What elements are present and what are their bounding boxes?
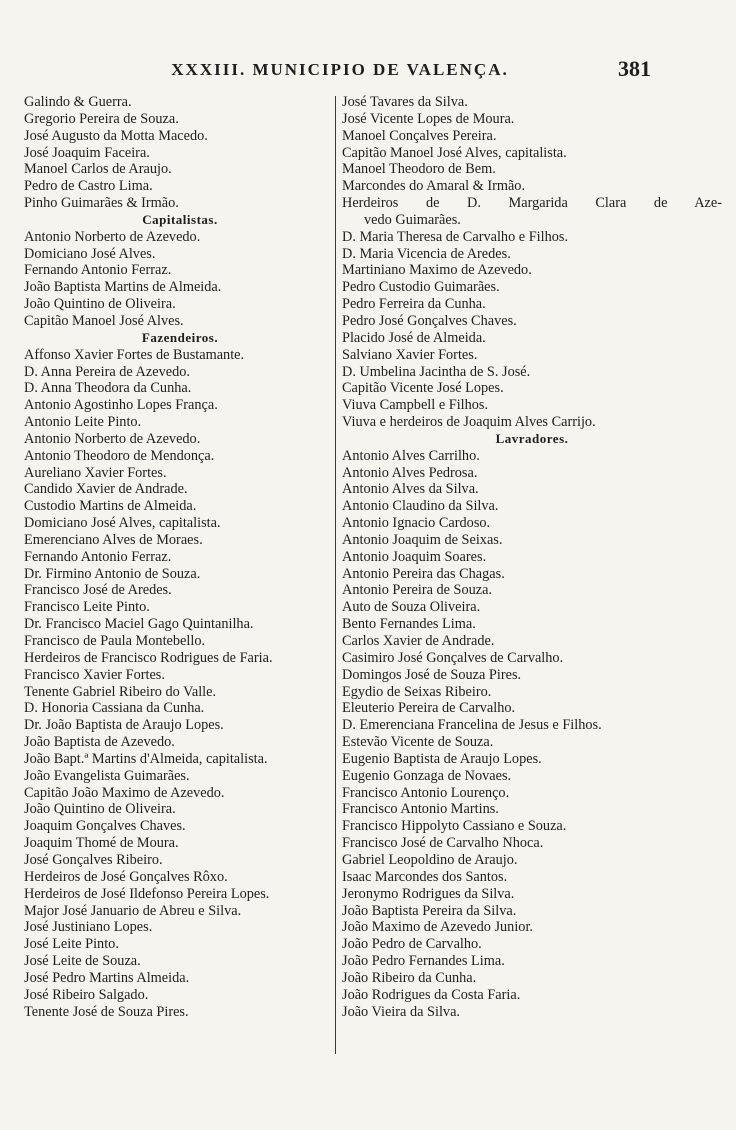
list-item: Capitão Vicente José Lopes. [342,380,504,397]
list-item: Pedro Custodio Guimarães. [342,279,500,296]
list-item: Estevão Vicente de Souza. [342,734,494,751]
list-item: João Evangelista Guimarães. [24,767,190,784]
list-item: Manoel Carlos de Araujo. [24,161,172,178]
list-item: Capitão Manoel José Alves. [24,312,184,329]
list-item: Salviano Xavier Fortes. [342,346,478,363]
right-top-list [342,94,722,431]
list-item: Joaquim Thomé de Moura. [24,835,179,852]
left-top-list [24,94,336,212]
list-item: Tenente José de Souza Pires. [24,1003,189,1020]
list-item: Casimiro José Gonçalves de Carvalho. [342,649,564,666]
list-item: Carlos Xavier de Andrade. [342,633,495,649]
list-item: João Ribeiro da Cunha. [342,969,477,986]
list-item: Herdeiros de José Gonçalves Rôxo. [24,868,228,885]
list-item: Major José Januario de Abreu e Silva. [24,902,242,919]
list-item: Pedro Ferreira da Cunha. [342,296,486,313]
list-item: Eugenio Gonzaga de Novaes. [342,767,512,784]
list-item: D. Maria Vicencia de Aredes. [342,245,511,262]
list-item: Francisco Antonio Martins. [342,801,499,818]
list-item: Domiciano José Alves, capitalista. [24,515,221,532]
list-item: Antonio Joaquim de Seixas. [342,531,503,548]
list-item: Antonio Theodoro de Mendonça. [24,447,215,464]
list-item: Herdeiros de José Ildefonso Pereira Lopes. [24,885,270,902]
list-item: Domingos José de Souza Pires. [342,666,522,683]
list-item: Francisco Antonio Lourenço. [342,784,510,801]
list-item: João Baptista Martins de Almeida. [24,279,222,296]
list-item: Gabriel Leopoldino de Araujo. [342,851,518,868]
list-item: João Vieira da Silva. [342,1003,460,1020]
list-item: Galindo & Guerra. [24,94,132,110]
page-number: 381 [618,56,651,81]
list-item: Custodio Martins de Almeida. [24,498,197,515]
list-item: Antonio Leite Pinto. [24,414,142,431]
list-item: João Rodrigues da Costa Faria. [342,986,521,1003]
list-item: D. Emerenciana Francelina de Jesus e Filhos. [342,717,602,734]
list-item: Fernando Antonio Ferraz. [24,262,172,279]
list-item: D. Anna Pereira de Azevedo. [24,363,190,380]
list-item: Dr. Firmino Antonio de Souza. [24,565,201,582]
list-item: Francisco Xavier Fortes. [24,666,165,683]
list-item: Antonio Claudino da Silva. [342,498,499,515]
list-item: Eleuterio Pereira de Carvalho. [342,700,516,717]
list-item: vedo Guimarães. [364,211,461,228]
list-item: D. Umbelina Jacintha de S. José. [342,363,531,380]
list-item: José Gonçalves Ribeiro. [24,851,163,868]
page-header-title: XXXIII. MUNICIPIO DE VALENÇA. [171,60,509,79]
list-item: José Augusto da Motta Macedo. [24,127,208,144]
list-item: Affonso Xavier Fortes de Bustamante. [24,346,245,363]
list-item: Capitão Manoel José Alves, capitalista. [342,144,567,161]
list-item: João Baptista de Azevedo. [24,734,175,751]
list-item: Domiciano José Alves. [24,245,156,262]
list-item: Francisco de Paula Montebello. [24,633,206,649]
list-item: Dr. João Baptista de Araujo Lopes. [24,717,224,734]
list-item: José Pedro Martins Almeida. [24,969,190,986]
list-item: Viuva Campbell e Filhos. [342,397,489,414]
list-item: Dr. Francisco Maciel Gago Quintanilha. [24,616,254,633]
section-heading-lavradores: Lavradores. [495,430,569,446]
list-item: Candido Xavier de Andrade. [24,481,188,498]
list-item: Viuva e herdeiros de Joaquim Alves Carrijo. [342,414,596,431]
list-item: Martiniano Maximo de Azevedo. [342,262,532,279]
list-item: Manoel Conçalves Pereira. [342,127,497,144]
list-item: João Quintino de Oliveira. [24,296,176,313]
list-item: Auto de Souza Oliveira. [342,599,481,616]
list-item: Antonio Pereira das Chagas. [342,565,505,582]
list-item: Francisco Leite Pinto. [24,599,150,616]
list-item: D. Honoria Cassiana da Cunha. [24,700,205,717]
list-item: Egydio de Seixas Ribeiro. [342,683,492,700]
list-item: Marcondes do Amaral & Irmão. [342,178,526,195]
list-item: Fernando Antonio Ferraz. [24,548,172,565]
list-item: Capitão João Maximo de Azevedo. [24,784,225,801]
list-item: José Ribeiro Salgado. [24,986,149,1003]
list-item: Pedro de Castro Lima. [24,178,153,195]
section-heading-fazendeiros: Fazendeiros. [141,329,219,345]
list-item: Antonio Pereira de Souza. [342,582,493,599]
list-item: Aureliano Xavier Fortes. [24,464,167,481]
list-item: João Maximo de Azevedo Junior. [342,919,533,936]
list-item: Pinho Guimarães & Irmão. [24,195,179,212]
lavradores-list [342,448,722,1021]
fazendeiros-list [24,347,336,1021]
section-heading-capitalistas: Capitalistas. [142,211,218,227]
list-item: João Pedro Fernandes Lima. [342,953,505,970]
list-item: D. Anna Theodora da Cunha. [24,380,192,397]
list-item: José Leite de Souza. [24,953,141,970]
list-item: Antonio Joaquim Soares. [342,548,487,565]
list-item: Antonio Ignacio Cardoso. [342,515,491,532]
list-item: José Justiniano Lopes. [24,919,153,936]
list-item: Eugenio Baptista de Araujo Lopes. [342,750,542,767]
list-item: Antonio Agostinho Lopes França. [24,397,218,414]
list-item: João Quintino de Oliveira. [24,801,176,818]
list-item: Francisco José de Carvalho Nhoca. [342,835,544,852]
list-item: Emerenciano Alves de Moraes. [24,531,203,548]
list-item: Antonio Norberto de Azevedo. [24,228,201,245]
right-column [342,94,722,1020]
list-item: Francisco José de Aredes. [24,582,172,599]
list-item: Bento Fernandes Lima. [342,616,476,633]
left-column [24,94,336,1020]
list-item: Antonio Alves Carrilho. [342,447,480,464]
list-item: Joaquim Gonçalves Chaves. [24,818,186,835]
list-item: Manoel Theodoro de Bem. [342,161,496,178]
list-item: José Vicente Lopes de Moura. [342,110,515,127]
list-item: Antonio Alves da Silva. [342,481,479,498]
list-item: Gregorio Pereira de Souza. [24,110,179,127]
list-item: Placido José de Almeida. [342,329,486,346]
list-item: Tenente Gabriel Ribeiro do Valle. [24,683,217,700]
list-item: Antonio Alves Pedrosa. [342,464,478,481]
list-item: Herdeiros de D. Margarida Clara de Aze- [342,195,722,212]
list-item: José Leite Pinto. [24,936,119,953]
list-item: João Pedro de Carvalho. [342,936,482,953]
list-item: D. Maria Theresa de Carvalho e Filhos. [342,228,569,245]
list-item: Jeronymo Rodrigues da Silva. [342,885,515,902]
list-item: José Joaquim Faceira. [24,144,150,161]
list-item: Pedro José Gonçalves Chaves. [342,312,517,329]
list-item: João Baptista Pereira da Silva. [342,902,517,919]
list-item: Isaac Marcondes dos Santos. [342,868,508,885]
capitalistas-list [24,229,336,330]
list-item: Herdeiros de Francisco Rodrigues de Faria. [24,649,273,666]
list-item: Francisco Hippolyto Cassiano e Souza. [342,818,567,835]
list-item: Antonio Norberto de Azevedo. [24,430,201,447]
list-item: José Tavares da Silva. [342,94,468,110]
list-item: João Bapt.ª Martins d'Almeida, capitalista. [24,750,268,767]
